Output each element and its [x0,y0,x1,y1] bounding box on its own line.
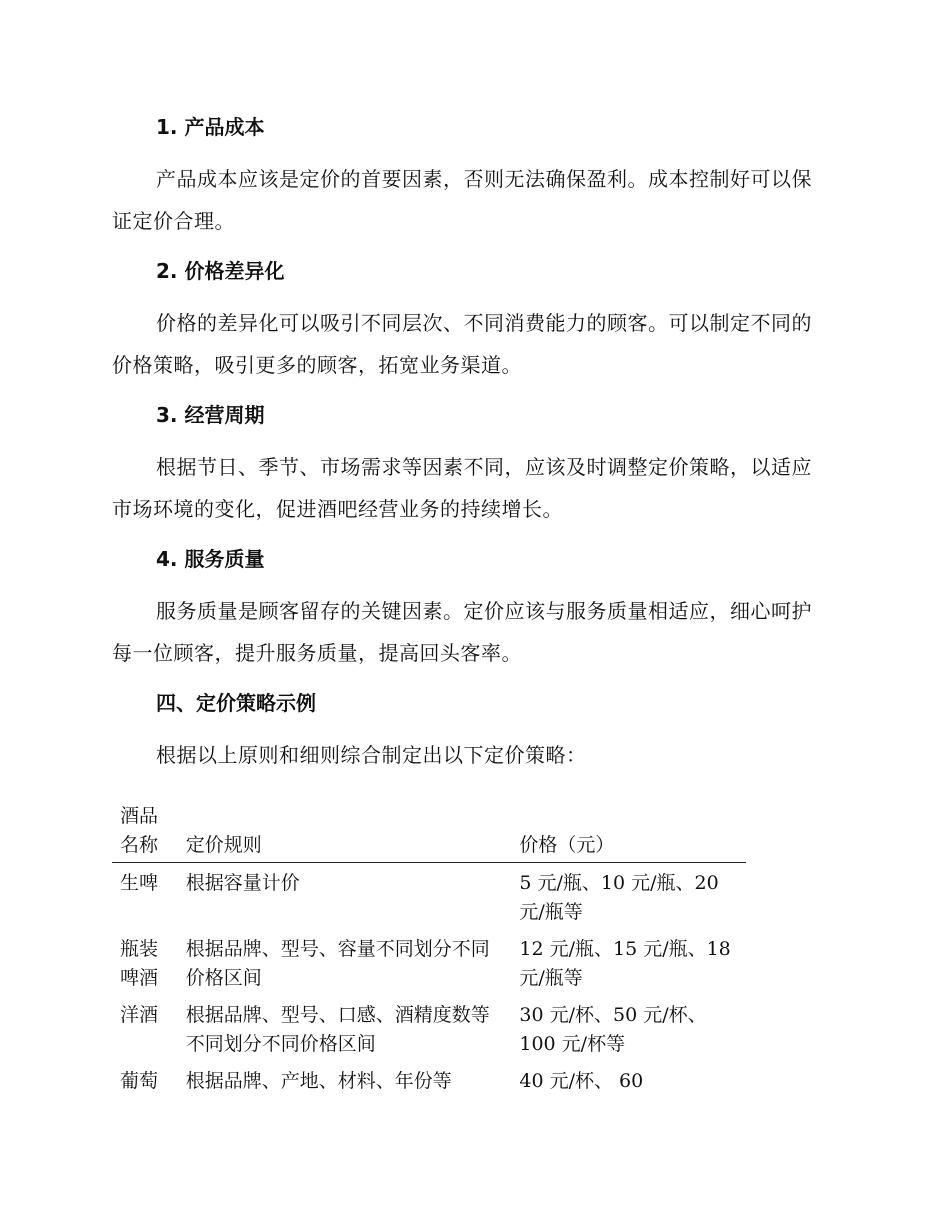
cell-price: 12 元/瓶、15 元/瓶、18 元/瓶等 [519,938,731,989]
cell-wine-name: 生啤 [120,872,159,894]
cell-pricing-rule: 根据品牌、产地、材料、年份等 [185,1070,452,1092]
cell-pricing-rule: 根据容量计价 [185,872,300,894]
pricing-table [112,802,746,1098]
section-heading-cycle: 3. 经营周期 [156,403,265,427]
section-heading-cost: 1. 产品成本 [156,115,265,139]
pricing-intro-paragraph: 根据以上原则和细则综合制定出以下定价策略： [156,743,587,767]
section-paragraph-differentiation: 价格的差异化可以吸引不同层次、不同消费能力的顾客。可以制定不同的价格策略，吸引更多的顾客，拓宽业务渠道。 [112,311,812,377]
section-heading-differentiation: 2. 价格差异化 [156,259,285,283]
table-header-row [112,802,746,863]
table-row [112,929,746,995]
cell-wine-name: 葡萄 [120,1070,159,1092]
section-paragraph-cost: 产品成本应该是定价的首要因素，否则无法确保盈利。成本控制好可以保证定价合理。 [112,167,812,233]
cell-price: 5 元/瓶、10 元/瓶、20 元/瓶等 [519,872,719,923]
cell-price: 40 元/杯、 60 [519,1070,644,1092]
table-row [112,863,746,930]
cell-wine-name: 瓶装啤酒 [120,938,159,989]
cell-pricing-rule: 根据品牌、型号、口感、酒精度数等不同划分不同价格区间 [185,1004,490,1055]
cell-price: 30 元/杯、50 元/杯、100 元/杯等 [519,1004,707,1055]
section-heading-pricing-examples: 四、定价策略示例 [156,691,316,715]
section-paragraph-service: 服务质量是顾客留存的关键因素。定价应该与服务质量相适应，细心呵护每一位顾客，提升服务质量，提高回头客率。 [112,599,812,665]
section-paragraph-cycle: 根据节日、季节、市场需求等因素不同，应该及时调整定价策略，以适应市场环境的变化，促进酒吧经营业务的持续增长。 [112,455,812,521]
document-content [112,110,832,1098]
header-pricing-rule: 定价规则 [178,802,512,863]
section-heading-service: 4. 服务质量 [156,547,265,571]
cell-pricing-rule: 根据品牌、型号、容量不同划分不同价格区间 [185,938,490,989]
table-row [112,1061,746,1098]
cell-wine-name: 洋酒 [120,1004,159,1026]
header-price: 价格（元） [511,802,746,863]
header-wine-name: 酒品名称 [112,802,178,863]
table-row [112,995,746,1061]
